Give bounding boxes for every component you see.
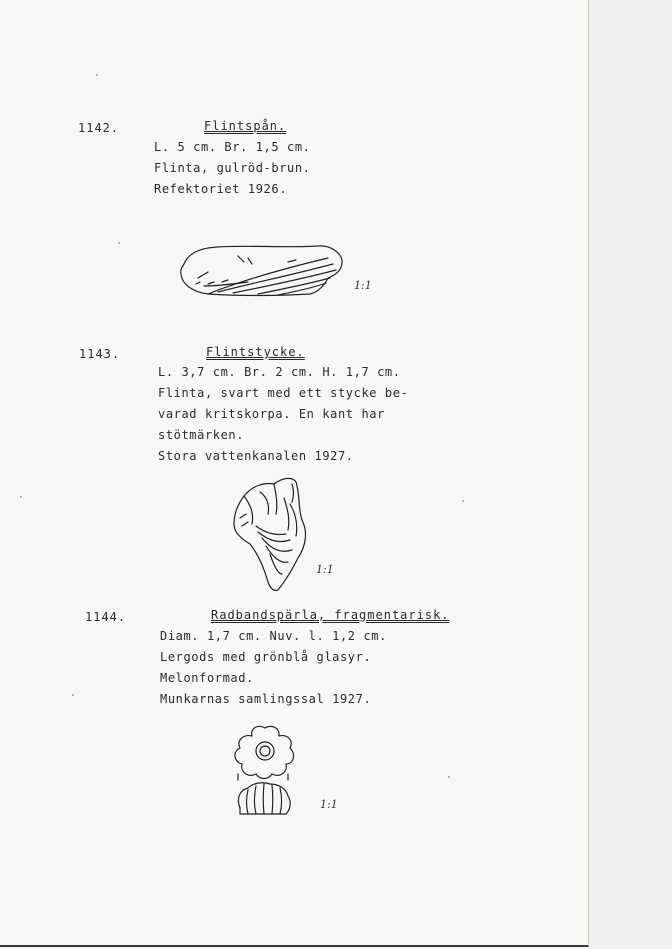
entry-description xyxy=(154,137,311,200)
entry-line: Diam. 1,7 cm. Nuv. l. 1,2 cm. xyxy=(160,629,387,643)
page-margin xyxy=(589,0,672,949)
paper-speck xyxy=(462,500,464,502)
flint-piece-sketch xyxy=(230,474,312,596)
entry-line: L. 3,7 cm. Br. 2 cm. H. 1,7 cm. xyxy=(158,365,401,379)
bead-side-view-sketch xyxy=(230,770,298,818)
entry-line: Lergods med grönblå glasyr. xyxy=(160,650,372,664)
paper-speck xyxy=(448,776,450,778)
entry-title: Radbandspärla, fragmentarisk. xyxy=(211,608,450,622)
flint-flake-sketch xyxy=(178,242,348,300)
entry-title: Flintstycke. xyxy=(206,345,305,359)
entry-description xyxy=(158,362,408,467)
entry-number: 1144. xyxy=(85,610,127,624)
entry-line: Refektoriet 1926. xyxy=(154,182,288,196)
scale-label: 1:1 xyxy=(320,798,338,811)
entry-line: varad kritskorpa. En kant har xyxy=(158,407,385,421)
entry-line: Flinta, gulröd-brun. xyxy=(154,161,311,175)
entry-number: 1143. xyxy=(79,347,121,361)
entry-line: Munkarnas samlingssal 1927. xyxy=(160,692,372,706)
paper-speck xyxy=(20,496,22,498)
entry-line: Stora vattenkanalen 1927. xyxy=(158,449,354,463)
scale-label: 1:1 xyxy=(354,279,372,292)
entry-description xyxy=(160,626,387,710)
entry-line: Flinta, svart med ett stycke be- xyxy=(158,386,409,400)
entry-line: L. 5 cm. Br. 1,5 cm. xyxy=(154,140,311,154)
entry-line: stötmärken. xyxy=(158,428,245,442)
entry-number: 1142. xyxy=(78,121,120,135)
entry-title: Flintspån. xyxy=(204,119,287,133)
entry-line: Melonformad. xyxy=(160,671,254,685)
paper-speck xyxy=(96,74,98,76)
paper-speck xyxy=(72,694,74,696)
scale-label: 1:1 xyxy=(316,563,334,576)
paper-speck xyxy=(118,242,120,244)
